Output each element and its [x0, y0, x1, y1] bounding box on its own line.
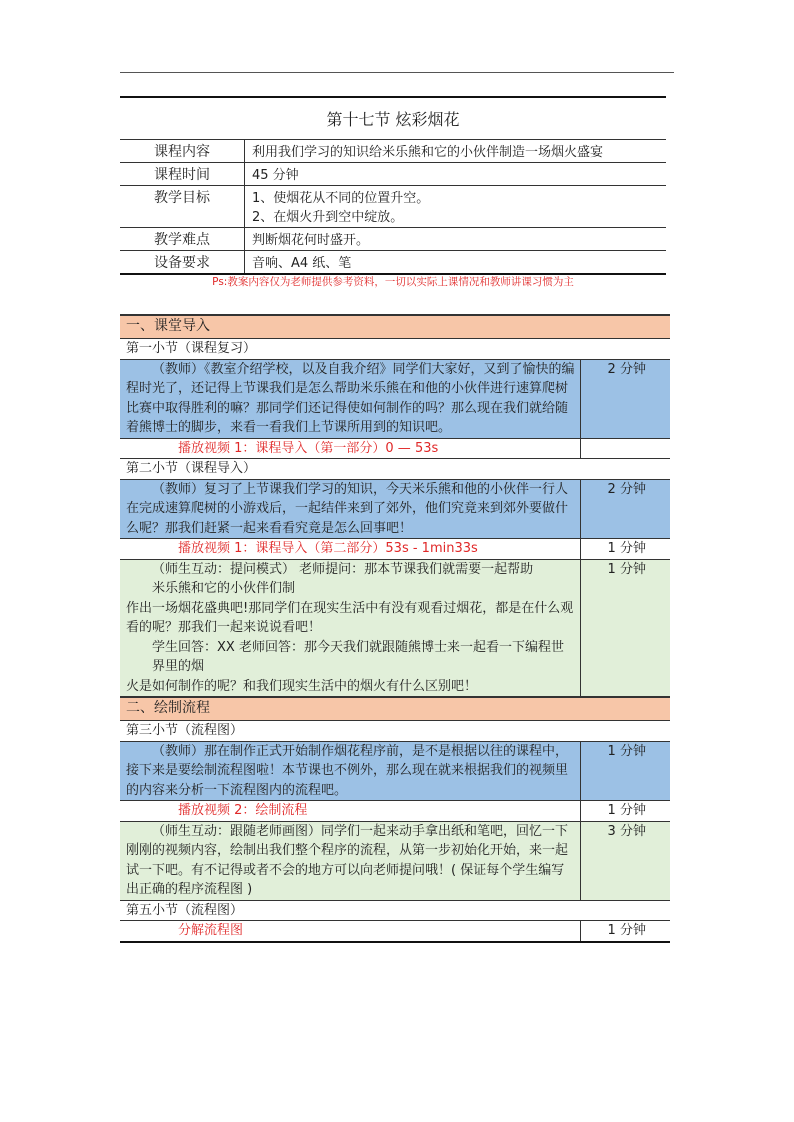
- row-label-content: 课程内容: [120, 139, 245, 162]
- row-value-time: 45 分钟: [245, 162, 667, 185]
- interaction-line-5: 火是如何制作的呢？和我们现实生活中的烟火有什么区别吧！: [126, 678, 478, 694]
- interaction-text-2: （师生互动：跟随老师画图）同学们一起来动手拿出纸和笔吧，回忆一下刚刚的视频内容，绘制出我们整个程序的流程，从第一步初始化开始，来一起试一下吧。有不记得或者不会的地方可以向老师提问哦！( 保证每个学生编写出正确的程序流程图 ): [120, 821, 580, 900]
- subsection-title-5: 第五小节（流程图）: [120, 900, 580, 921]
- video-time-4: 1 分钟: [580, 921, 670, 942]
- video-2: 播放视频 1：课程导入（第二部分）53s - 1min33s: [120, 539, 580, 560]
- lesson-body-table: [120, 314, 670, 943]
- goal-2: 2、在烟火升到空中绽放。: [252, 209, 404, 225]
- teacher-text-2: （教师）复习了上节课我们学习的知识，今天米乐熊和他的小伙伴一行人在完成速算爬树的小游戏后，一起结伴来到了郊外，他们究竟来到郊外要做什么呢？那我们赶紧一起来看看究竟是怎么回事吧！: [120, 479, 580, 539]
- row-value-goals: [245, 185, 667, 227]
- subsection-title-3: 第三小节（流程图）: [120, 721, 580, 742]
- video-time-3: 1 分钟: [580, 801, 670, 822]
- interaction-line-3: 作出一场烟花盛典吧!那同学们在现实生活中有没有观看过烟花，都是在什么观看的呢？那我们一起来说说看吧！: [126, 600, 574, 635]
- row-label-difficulty: 教学难点: [120, 227, 245, 250]
- row-label-goals: 教学目标: [120, 185, 245, 227]
- section-title-2: 二、绘制流程: [120, 697, 670, 721]
- row-label-time: 课程时间: [120, 162, 245, 185]
- interaction-time-2: 3 分钟: [580, 821, 670, 900]
- lesson-title: 第十七节 炫彩烟花: [326, 109, 460, 129]
- time-2: 2 分钟: [580, 479, 670, 539]
- video-3: 播放视频 2：绘制流程: [120, 801, 580, 822]
- ps-note: Ps:教案内容仅为老师提供参考资料，一切以实际上课情况和教师讲课习惯为主: [212, 276, 574, 288]
- top-rule: [120, 72, 674, 73]
- video-4: 分解流程图: [120, 921, 580, 942]
- interaction-time-1: 1 分钟: [580, 559, 670, 697]
- row-value-equipment: 音响、A4 纸、笔: [245, 250, 667, 274]
- subsection-title-1: 第一小节（课程复习）: [120, 339, 580, 360]
- row-label-equipment: 设备要求: [120, 250, 245, 274]
- time-3: 1 分钟: [580, 741, 670, 801]
- teacher-text-1: （教师）《教室介绍学校，以及自我介绍》同学们大家好，又到了愉快的编程时光了，还记得上节课我们是怎么帮助米乐熊在和他的小伙伴进行速算爬树比赛中取得胜利的嘛？那同学们还记得使如何制作的吗？那么现在我们就给随着熊博士的脚步，来看一看我们上节课所用到的知识吧。: [120, 359, 580, 438]
- teacher-text-3: （教师）那在制作正式开始制作烟花程序前，是不是根据以往的课程中，接下来是要绘制流程图啦！本节课也不例外，那么现在就来根据我们的视频里的内容来分析一下流程图内的流程吧。: [120, 741, 580, 801]
- interaction-line-1: （师生互动：提问模式） 老师提问：那本节课我们就需要一起帮助: [152, 561, 534, 577]
- lesson-header-table: [120, 96, 666, 275]
- section-title-1: 一、课堂导入: [120, 315, 670, 339]
- time-1: 2 分钟: [580, 359, 670, 438]
- video-1: 播放视频 1：课程导入（第一部分）0 — 53s: [120, 438, 580, 459]
- subsection-title-2: 第二小节（课程导入）: [120, 459, 580, 480]
- interaction-line-4: 学生回答：XX 老师回答：那今天我们就跟随熊博士来一起看一下编程世界里的烟: [152, 639, 564, 674]
- row-value-difficulty: 判断烟花何时盛开。: [245, 227, 667, 250]
- goal-1: 1、使烟花从不同的位置升空。: [252, 190, 430, 206]
- video-time-2: 1 分钟: [580, 539, 670, 560]
- row-value-content: 利用我们学习的知识给米乐熊和它的小伙伴制造一场烟火盛宴: [245, 139, 667, 162]
- interaction-line-2: 米乐熊和它的小伙伴们制: [152, 581, 296, 596]
- video-time-1: [580, 438, 670, 459]
- interaction-text-1: [120, 559, 580, 697]
